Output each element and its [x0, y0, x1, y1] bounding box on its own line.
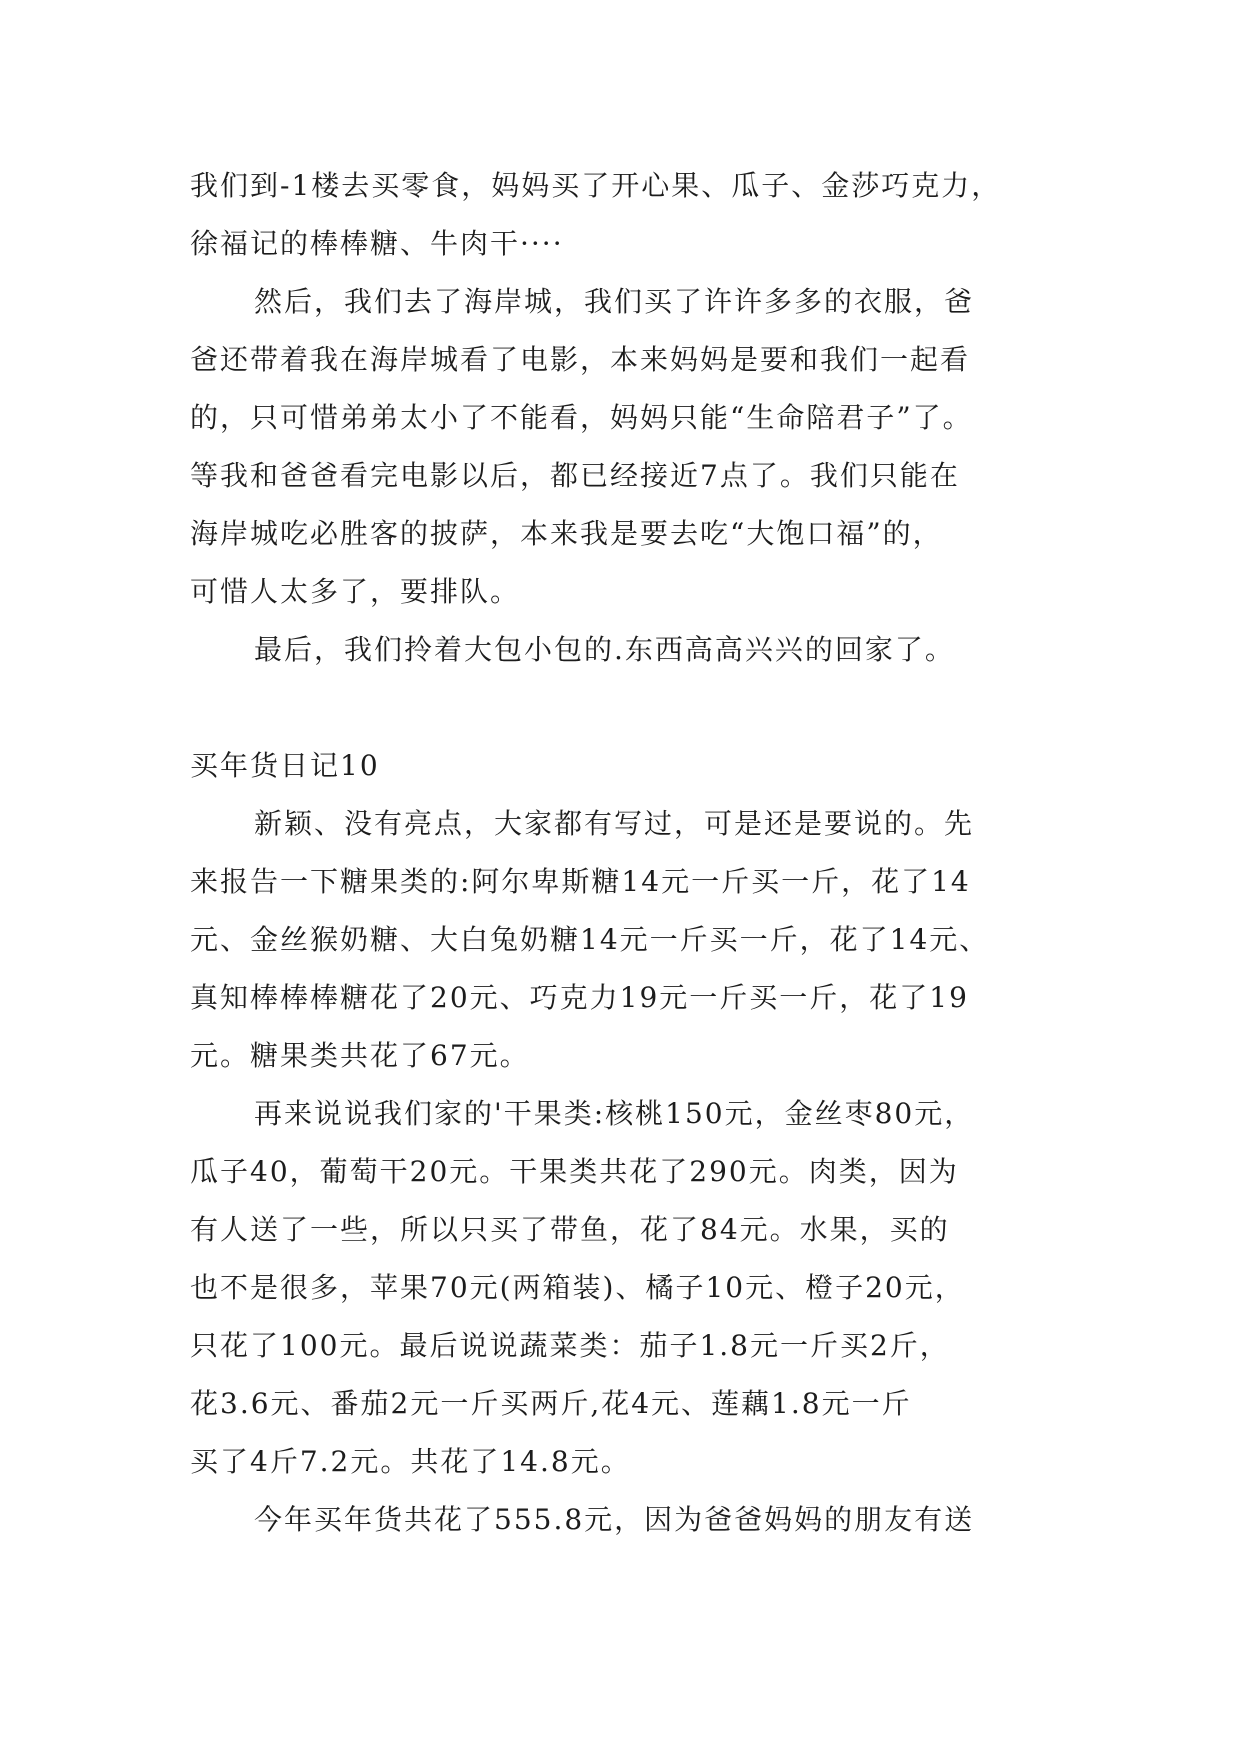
paragraph	[190, 1085, 1090, 1491]
text-line: 元、金丝猴奶糖、大白兔奶糖14元一斤买一斤，花了14元、	[190, 923, 990, 956]
text-line: 可惜人太多了，要排队。	[190, 575, 521, 608]
text-line: 再来说说我们家的'干果类:核桃150元，金丝枣80元，	[254, 1097, 975, 1130]
section-title: 买年货日记10	[190, 749, 380, 782]
text-line: 瓜子40，葡萄干20元。干果类共花了290元。肉类，因为	[190, 1155, 959, 1188]
paragraph	[190, 273, 1090, 621]
text-line: 来报告一下糖果类的:阿尔卑斯糖14元一斤买一斤，花了14	[190, 865, 971, 898]
text-line: 的，只可惜弟弟太小了不能看，妈妈只能“生命陪君子”了。	[190, 401, 973, 434]
text-line: 爸还带着我在海岸城看了电影，本来妈妈是要和我们一起看	[190, 343, 971, 376]
text-line: 最后，我们拎着大包小包的.东西高高兴兴的回家了。	[254, 633, 955, 666]
text-line: 徐福记的棒棒糖、牛肉干····	[190, 227, 564, 260]
document-body	[190, 157, 1090, 1549]
paragraph	[190, 157, 1090, 273]
paragraph	[190, 1491, 1090, 1549]
text-line: 海岸城吃必胜客的披萨，本来我是要去吃“大饱口福”的，	[190, 517, 943, 550]
text-line: 也不是很多，苹果70元(两箱装)、橘子10元、橙子20元，	[190, 1271, 965, 1304]
text-line: 今年买年货共花了555.8元，因为爸爸妈妈的朋友有送	[254, 1503, 975, 1536]
text-line: 买了4斤7.2元。共花了14.8元。	[190, 1445, 631, 1478]
text-line: 然后，我们去了海岸城，我们买了许许多多的衣服，爸	[254, 285, 975, 318]
section-gap	[190, 679, 1090, 737]
text-line: 真知棒棒棒糖花了20元、巧克力19元一斤买一斤，花了19	[190, 981, 969, 1014]
text-line: 花3.6元、番茄2元一斤买两斤,花4元、莲藕1.8元一斤	[190, 1387, 912, 1420]
text-line: 元。糖果类共花了67元。	[190, 1039, 530, 1072]
text-line: 有人送了一些，所以只买了带鱼，花了84元。水果，买的	[190, 1213, 950, 1246]
paragraph	[190, 621, 1090, 679]
text-line: 只花了100元。最后说说蔬菜类：茄子1.8元一斤买2斤，	[190, 1329, 950, 1362]
text-line: 我们到-1楼去买零食，妈妈买了开心果、瓜子、金莎巧克力，	[190, 169, 1002, 202]
paragraph	[190, 795, 1090, 1085]
text-line: 新颖、没有亮点，大家都有写过，可是还是要说的。先	[254, 807, 975, 840]
text-line: 等我和爸爸看完电影以后，都已经接近7点了。我们只能在	[190, 459, 960, 492]
